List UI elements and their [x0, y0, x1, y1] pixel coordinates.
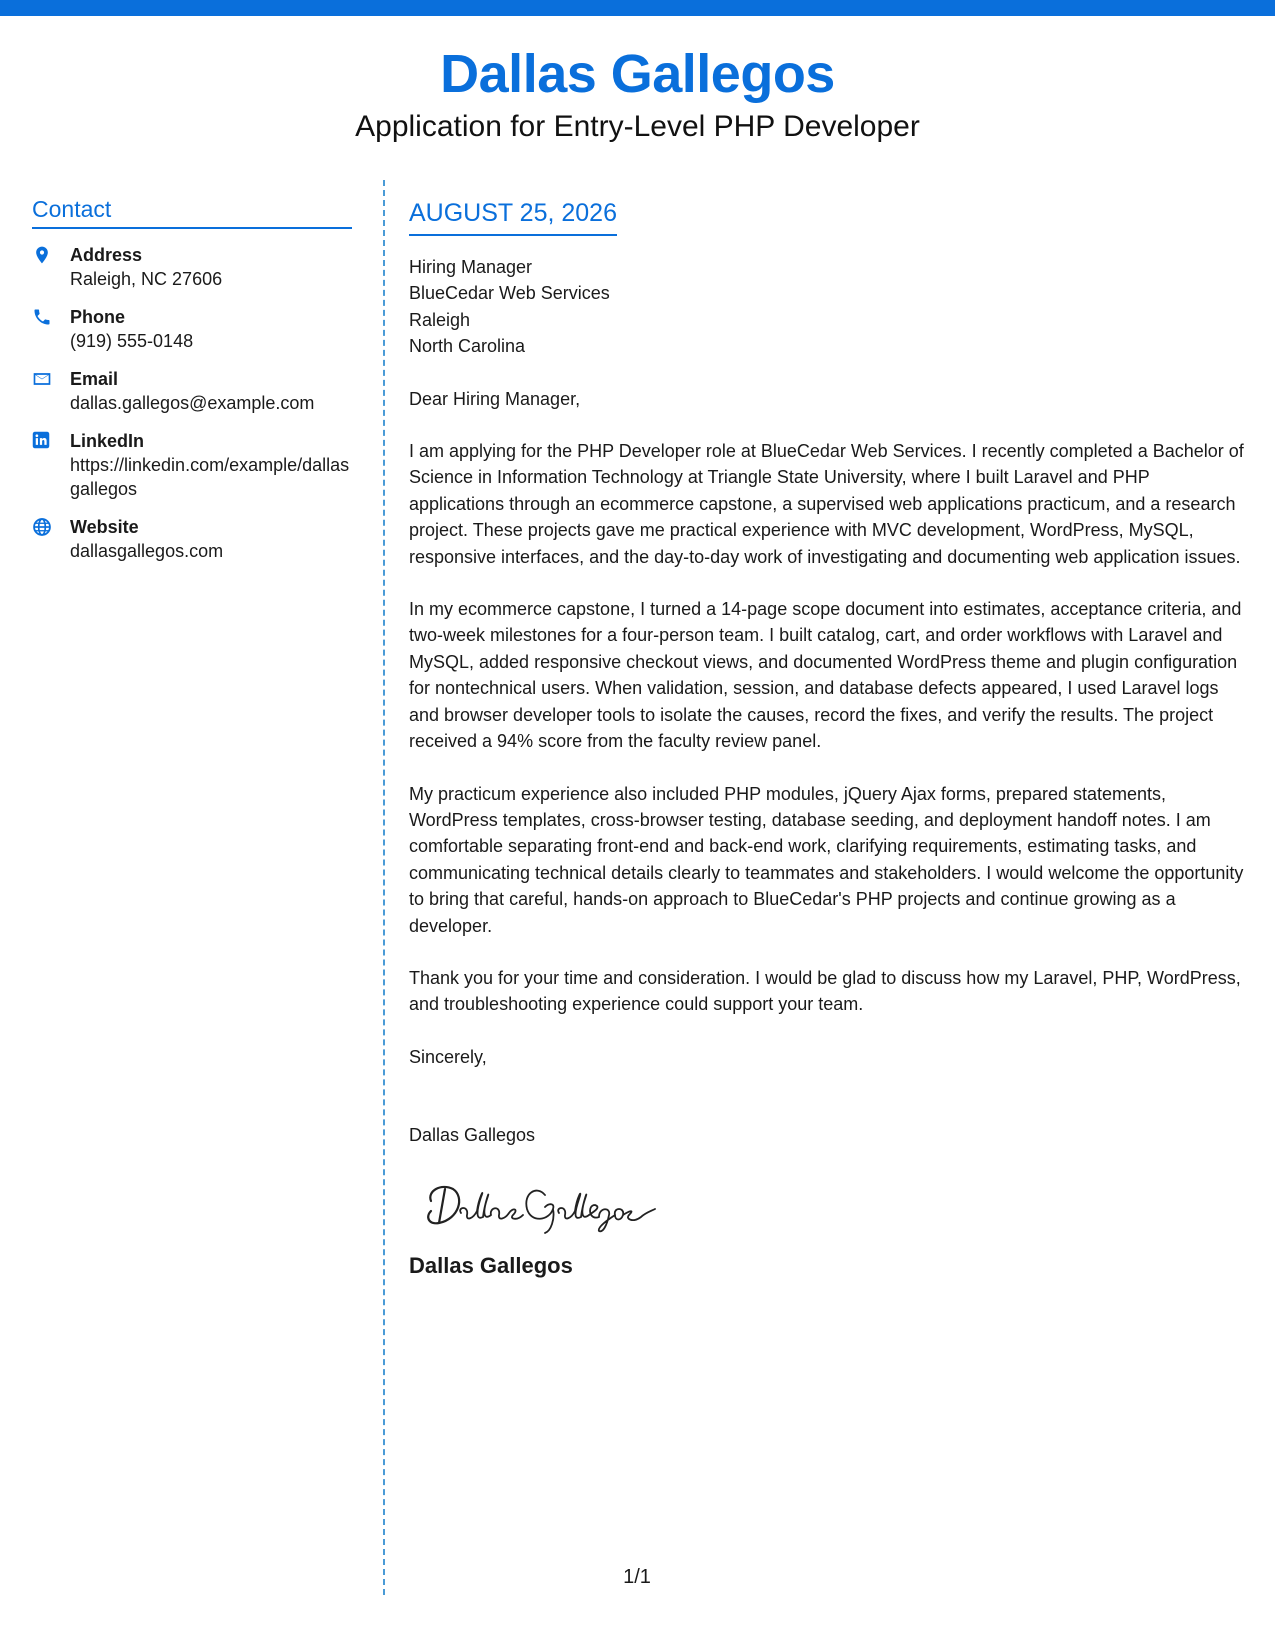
contact-address	[32, 243, 352, 291]
letter-date: AUGUST 25, 2026	[409, 198, 617, 236]
top-accent-bar	[0, 0, 1275, 16]
letter-body	[409, 198, 1249, 1279]
closing: Sincerely,	[409, 1046, 487, 1067]
contact-label: Website	[70, 517, 139, 537]
recipient-block	[409, 254, 1249, 360]
recipient-line: BlueCedar Web Services	[409, 283, 610, 304]
contact-value: (919) 555-0148	[70, 331, 194, 351]
salutation: Dear Hiring Manager,	[409, 388, 581, 409]
contact-value: Raleigh, NC 27606	[70, 269, 223, 289]
applicant-name: Dallas Gallegos	[440, 44, 835, 104]
contact-heading: Contact	[32, 196, 352, 229]
contact-label: Phone	[70, 307, 126, 327]
letter-header	[0, 42, 1275, 146]
contact-website	[32, 515, 352, 563]
email-icon	[32, 367, 70, 415]
contact-phone	[32, 305, 352, 353]
body-paragraph: Thank you for your time and consideration. I would be glad to discuss how my Laravel, PHP, WordPress, and troubleshooting experience could support your team.	[409, 967, 1241, 1015]
contact-label: Email	[70, 369, 119, 389]
body-paragraph: In my ecommerce capstone, I turned a 14-page scope document into estimates, acceptance criteria, and two-week milestones for a four-person team. I built catalog, cart, and order workflows with Laravel and MySQL, added responsive checkout views, and documented WordPress theme and plugin configuration for nontechnical users. When validation, session, and database defects appeared, I used Laravel logs and browser developer tools to isolate the causes, record the fixes, and verify the results. The project received a 94% score from the faculty review panel.	[409, 599, 1242, 752]
typed-name: Dallas Gallegos	[409, 1125, 536, 1146]
map-pin-icon	[32, 243, 70, 291]
contact-sidebar	[32, 196, 352, 577]
phone-icon	[32, 305, 70, 353]
contact-list	[32, 243, 352, 563]
contact-email	[32, 367, 352, 415]
recipient-line: Hiring Manager	[409, 257, 533, 277]
contact-linkedin	[32, 429, 352, 501]
contact-value[interactable]: https://linkedin.com/example/dallasgallegos	[70, 455, 350, 499]
recipient-line: Raleigh	[409, 309, 471, 330]
printed-name: Dallas Gallegos	[409, 1252, 573, 1278]
application-subtitle: Application for Entry-Level PHP Developer	[355, 110, 920, 143]
recipient-line: North Carolina	[409, 336, 526, 357]
contact-value[interactable]: dallasgallegos.com	[70, 541, 224, 561]
body-paragraph: My practicum experience also included PHP modules, jQuery Ajax forms, prepared statements, WordPress templates, cross-browser testing, database seeding, and deployment handoff notes. I am comfortable separating front-end and back-end work, clarifying requirements, estimating tasks, and communicating technical details clearly to teammates and stakeholders. I would welcome the opportunity to bring that careful, hands-on approach to BlueCedar's PHP projects and continue growing as a developer.	[409, 783, 1244, 936]
column-divider	[383, 180, 385, 1595]
body-paragraph: I am applying for the PHP Developer role at BlueCedar Web Services. I recently completed a Bachelor of Science in Information Technology at Triangle State University, where I built Laravel and PHP applications through an ecommerce capstone, a supervised web applications practicum, and a research project. These projects gave me practical experience with MVC development, WordPress, MySQL, responsive interfaces, and the day-to-day work of investigating and documenting web application issues.	[409, 441, 1244, 567]
page-number: 1/1	[623, 1566, 651, 1588]
handwritten-signature	[417, 1171, 1249, 1241]
contact-label: LinkedIn	[70, 431, 145, 451]
contact-value[interactable]: dallas.gallegos@example.com	[70, 393, 315, 413]
globe-icon	[32, 515, 70, 563]
contact-label: Address	[70, 245, 143, 265]
linkedin-icon	[32, 429, 70, 501]
